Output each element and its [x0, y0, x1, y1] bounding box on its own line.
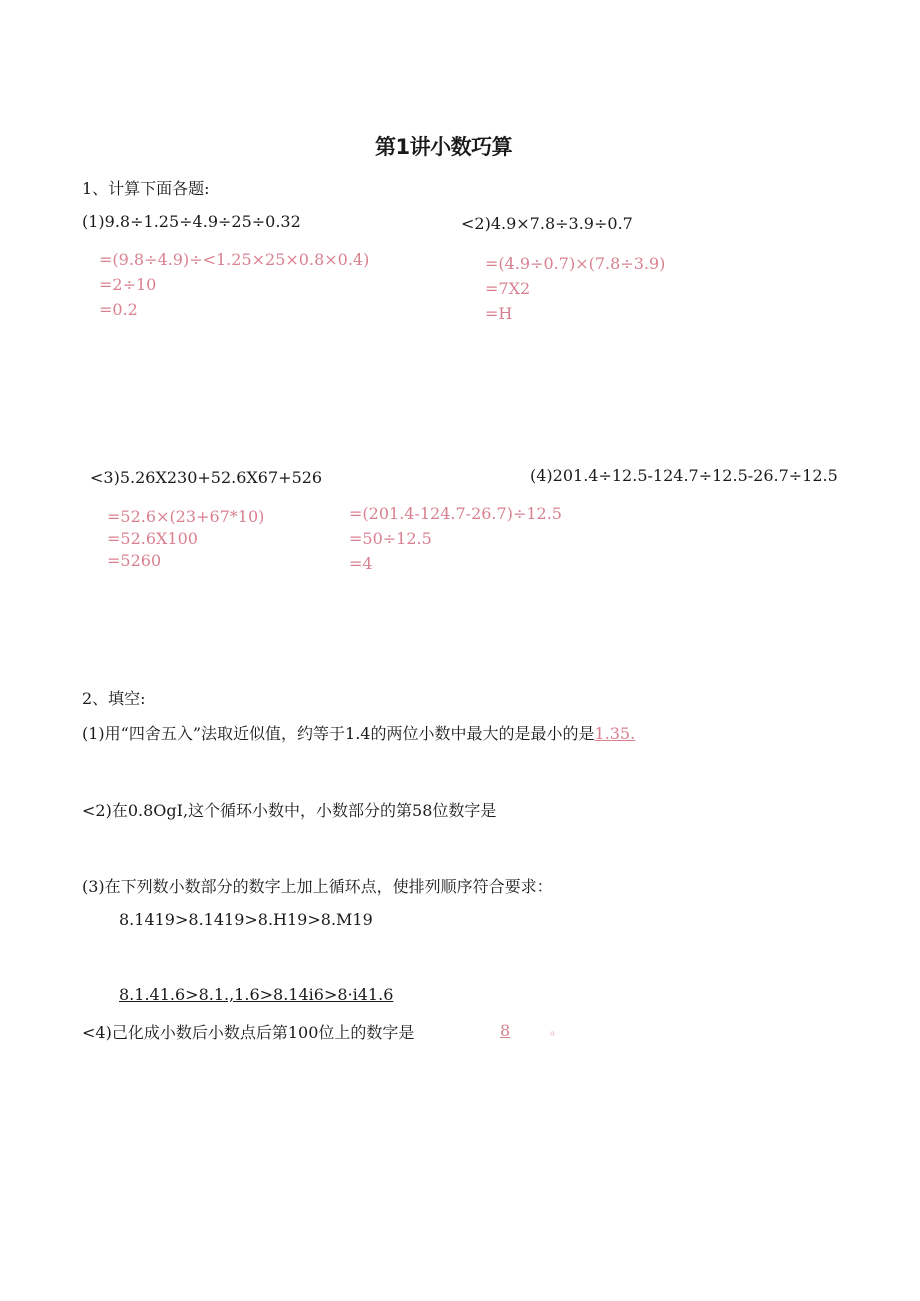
fill-item-2: <2)在0.8OgI,这个循环小数中，小数部分的第58位数字是: [82, 801, 497, 820]
problem-3-solution: [107, 506, 264, 572]
solution-step: =2÷10: [99, 275, 157, 294]
solution-step: =H: [485, 304, 513, 323]
solution-step: =52.6X100: [107, 529, 198, 548]
fill-item-3-line2: 8.1.41.6>8.1.,1.6>8.14i6>8·i41.6: [119, 985, 394, 1004]
fill-item-1: [82, 721, 635, 744]
problem-2-question: <2)4.9×7.8÷3.9÷0.7: [461, 214, 633, 233]
fill-item-4-end: 。: [550, 1023, 563, 1037]
page-title: 第1讲小数巧算: [375, 135, 513, 159]
solution-step: =50÷12.5: [349, 529, 432, 548]
problem-4-question: (4)201.4÷12.5-124.7÷12.5-26.7÷12.5: [530, 466, 838, 485]
section1-heading: 1、计算下面各题:: [82, 179, 210, 198]
problem-2-solution: [485, 251, 665, 326]
problem-3-question: <3)5.26X230+52.6X67+526: [90, 468, 323, 487]
fill-item-3-line1: 8.1419>8.1419>8.H19>8.M19: [119, 910, 373, 929]
fill-item-3: (3)在下列数小数部分的数字上加上循环点，使排列顺序符合要求：: [82, 877, 553, 896]
section2-heading: 2、填空:: [82, 689, 146, 708]
solution-step: =52.6×(23+67*10): [107, 507, 265, 526]
problem-1-solution: [99, 247, 369, 322]
solution-step: =(4.9÷0.7)×(7.8÷3.9): [485, 254, 666, 273]
fill-item-4: <4)己化成小数后小数点后第100位上的数字是: [82, 1023, 415, 1042]
fill-item-4-answer: 8: [500, 1021, 511, 1040]
solution-step: =(9.8÷4.9)÷<1.25×25×0.8×0.4): [99, 250, 370, 269]
fill-item-answer: 1.35.: [594, 724, 636, 743]
problem-4-solution: [349, 501, 562, 576]
solution-step: =7X2: [485, 279, 531, 298]
solution-step: =5260: [107, 551, 162, 570]
solution-step: =(201.4-124.7-26.7)÷12.5: [349, 504, 562, 523]
fill-item-text: (1)用“四舍五入”法取近似值，约等于1.4的两位小数中最大的是最小的是: [82, 724, 595, 743]
problem-1-question: (1)9.8÷1.25÷4.9÷25÷0.32: [82, 212, 301, 231]
solution-step: =4: [349, 554, 373, 573]
solution-step: =0.2: [99, 300, 138, 319]
